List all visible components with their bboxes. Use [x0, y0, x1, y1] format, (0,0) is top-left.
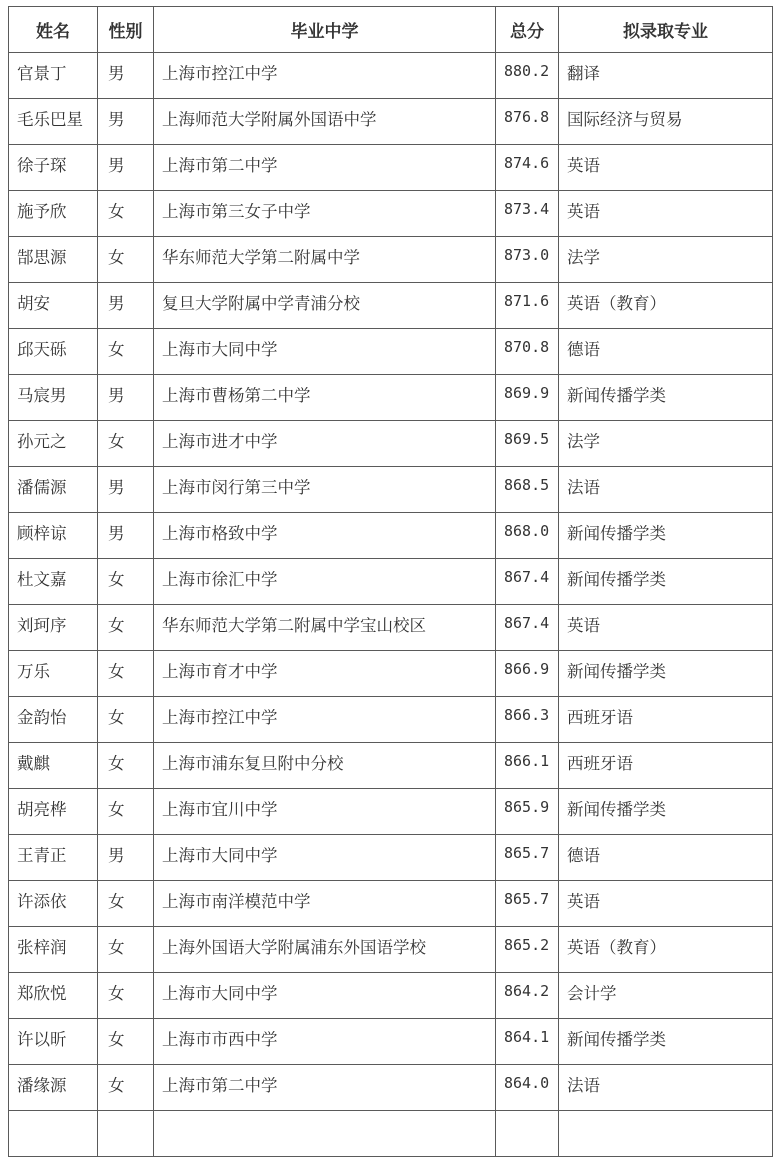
cell-school: 上海市徐汇中学 — [154, 559, 496, 605]
cell-name: 官景丁 — [9, 53, 98, 99]
cell-score: 867.4 — [496, 559, 559, 605]
header-score: 总分 — [496, 7, 559, 53]
cell-score: 869.5 — [496, 421, 559, 467]
cell-school: 上海市第二中学 — [154, 145, 496, 191]
cell-gender: 女 — [98, 559, 154, 605]
cell-major: 法学 — [559, 237, 773, 283]
cell-name: 刘珂序 — [9, 605, 98, 651]
cell-score: 865.7 — [496, 881, 559, 927]
cell-gender: 女 — [98, 237, 154, 283]
cell-score: 869.9 — [496, 375, 559, 421]
cell-score: 866.1 — [496, 743, 559, 789]
cell-major: 新闻传播学类 — [559, 559, 773, 605]
cell-major: 新闻传播学类 — [559, 789, 773, 835]
cell-name: 金韵怡 — [9, 697, 98, 743]
admission-table — [8, 6, 773, 1157]
cell-name: 潘缘源 — [9, 1065, 98, 1111]
table-row — [9, 743, 773, 789]
cell-major: 德语 — [559, 835, 773, 881]
cell-name: 邱天砾 — [9, 329, 98, 375]
cell-major: 英语（教育） — [559, 927, 773, 973]
cell-school: 上海市市西中学 — [154, 1019, 496, 1065]
cell-name: 马宸男 — [9, 375, 98, 421]
cell-score: 865.7 — [496, 835, 559, 881]
cell-major: 法学 — [559, 421, 773, 467]
cell-school: 上海师范大学附属外国语中学 — [154, 99, 496, 145]
table-row — [9, 881, 773, 927]
table-row — [9, 375, 773, 421]
cell-major: 英语 — [559, 881, 773, 927]
cell-score: 874.6 — [496, 145, 559, 191]
cell-major: 德语 — [559, 329, 773, 375]
cell-gender: 女 — [98, 973, 154, 1019]
cell-major: 英语 — [559, 605, 773, 651]
cell-major: 新闻传播学类 — [559, 375, 773, 421]
table-row — [9, 697, 773, 743]
cell-school: 上海市育才中学 — [154, 651, 496, 697]
cell-name: 徐子琛 — [9, 145, 98, 191]
cell-gender: 男 — [98, 145, 154, 191]
cell-major — [559, 1111, 773, 1157]
cell-score: 876.8 — [496, 99, 559, 145]
table-row — [9, 53, 773, 99]
cell-school: 上海市曹杨第二中学 — [154, 375, 496, 421]
header-gender: 性别 — [98, 7, 154, 53]
cell-major: 新闻传播学类 — [559, 513, 773, 559]
cell-major: 国际经济与贸易 — [559, 99, 773, 145]
cell-school: 华东师范大学第二附属中学宝山校区 — [154, 605, 496, 651]
table-row — [9, 99, 773, 145]
cell-score: 868.5 — [496, 467, 559, 513]
cell-gender: 女 — [98, 743, 154, 789]
cell-gender: 女 — [98, 605, 154, 651]
table-row — [9, 559, 773, 605]
header-school: 毕业中学 — [154, 7, 496, 53]
cell-major: 西班牙语 — [559, 743, 773, 789]
table-row — [9, 421, 773, 467]
cell-school: 上海市控江中学 — [154, 697, 496, 743]
table-row — [9, 789, 773, 835]
table-row — [9, 651, 773, 697]
cell-school: 上海市南洋模范中学 — [154, 881, 496, 927]
cell-school: 上海市第二中学 — [154, 1065, 496, 1111]
cell-school: 复旦大学附属中学青浦分校 — [154, 283, 496, 329]
cell-score: 871.6 — [496, 283, 559, 329]
cell-gender: 女 — [98, 927, 154, 973]
table-row — [9, 467, 773, 513]
cell-name — [9, 1111, 98, 1157]
cell-major: 新闻传播学类 — [559, 651, 773, 697]
cell-score — [496, 1111, 559, 1157]
cell-gender: 女 — [98, 881, 154, 927]
cell-gender: 女 — [98, 789, 154, 835]
cell-name: 郑欣悦 — [9, 973, 98, 1019]
cell-major: 西班牙语 — [559, 697, 773, 743]
table-row — [9, 145, 773, 191]
cell-school: 上海市大同中学 — [154, 329, 496, 375]
cell-name: 孙元之 — [9, 421, 98, 467]
cell-school: 上海外国语大学附属浦东外国语学校 — [154, 927, 496, 973]
cell-score: 865.9 — [496, 789, 559, 835]
cell-score: 864.0 — [496, 1065, 559, 1111]
cell-name: 许添依 — [9, 881, 98, 927]
cell-score: 866.3 — [496, 697, 559, 743]
header-major: 拟录取专业 — [559, 7, 773, 53]
cell-gender: 女 — [98, 421, 154, 467]
cell-name: 顾梓谅 — [9, 513, 98, 559]
cell-gender: 男 — [98, 467, 154, 513]
cell-name: 许以昕 — [9, 1019, 98, 1065]
cell-name: 戴麒 — [9, 743, 98, 789]
cell-school: 上海市大同中学 — [154, 973, 496, 1019]
cell-gender: 女 — [98, 329, 154, 375]
cell-name: 王青正 — [9, 835, 98, 881]
table-row — [9, 927, 773, 973]
cell-name: 胡安 — [9, 283, 98, 329]
cell-major: 法语 — [559, 1065, 773, 1111]
table-row — [9, 329, 773, 375]
table-row — [9, 1065, 773, 1111]
table-row — [9, 283, 773, 329]
cell-name: 胡亮桦 — [9, 789, 98, 835]
cell-name: 万乐 — [9, 651, 98, 697]
cell-school: 上海市进才中学 — [154, 421, 496, 467]
table-row — [9, 1019, 773, 1065]
cell-major: 法语 — [559, 467, 773, 513]
cell-gender: 女 — [98, 651, 154, 697]
table-row — [9, 513, 773, 559]
cell-score: 866.9 — [496, 651, 559, 697]
table-row — [9, 973, 773, 1019]
cell-school: 上海市第三女子中学 — [154, 191, 496, 237]
cell-school: 上海市浦东复旦附中分校 — [154, 743, 496, 789]
cell-school: 上海市宜川中学 — [154, 789, 496, 835]
cell-score: 864.2 — [496, 973, 559, 1019]
cell-gender: 女 — [98, 1065, 154, 1111]
cell-school: 上海市控江中学 — [154, 53, 496, 99]
table-row — [9, 191, 773, 237]
cell-gender: 男 — [98, 835, 154, 881]
cell-gender: 女 — [98, 697, 154, 743]
cell-gender: 男 — [98, 513, 154, 559]
cell-school — [154, 1111, 496, 1157]
cell-score: 880.2 — [496, 53, 559, 99]
cell-gender: 女 — [98, 1019, 154, 1065]
cell-gender: 男 — [98, 375, 154, 421]
cell-gender — [98, 1111, 154, 1157]
cell-gender: 男 — [98, 283, 154, 329]
cell-school: 上海市大同中学 — [154, 835, 496, 881]
cell-score: 873.4 — [496, 191, 559, 237]
cell-school: 上海市闵行第三中学 — [154, 467, 496, 513]
cell-school: 华东师范大学第二附属中学 — [154, 237, 496, 283]
cell-score: 867.4 — [496, 605, 559, 651]
cell-name: 杜文嘉 — [9, 559, 98, 605]
cell-score: 870.8 — [496, 329, 559, 375]
cell-major: 翻译 — [559, 53, 773, 99]
cell-name: 张梓润 — [9, 927, 98, 973]
cell-gender: 男 — [98, 53, 154, 99]
cell-major: 英语 — [559, 191, 773, 237]
cell-major: 新闻传播学类 — [559, 1019, 773, 1065]
cell-score: 873.0 — [496, 237, 559, 283]
cell-name: 毛乐巴星 — [9, 99, 98, 145]
cell-name: 施予欣 — [9, 191, 98, 237]
cell-score: 864.1 — [496, 1019, 559, 1065]
cell-gender: 女 — [98, 191, 154, 237]
table-row — [9, 605, 773, 651]
table-header-row — [9, 7, 773, 53]
cell-score: 865.2 — [496, 927, 559, 973]
table-row — [9, 835, 773, 881]
cell-major: 会计学 — [559, 973, 773, 1019]
cell-school: 上海市格致中学 — [154, 513, 496, 559]
cell-major: 英语（教育） — [559, 283, 773, 329]
table-row — [9, 1111, 773, 1157]
cell-major: 英语 — [559, 145, 773, 191]
cell-score: 868.0 — [496, 513, 559, 559]
table-row — [9, 237, 773, 283]
cell-gender: 男 — [98, 99, 154, 145]
cell-name: 郜思源 — [9, 237, 98, 283]
header-name: 姓名 — [9, 7, 98, 53]
cell-name: 潘儒源 — [9, 467, 98, 513]
